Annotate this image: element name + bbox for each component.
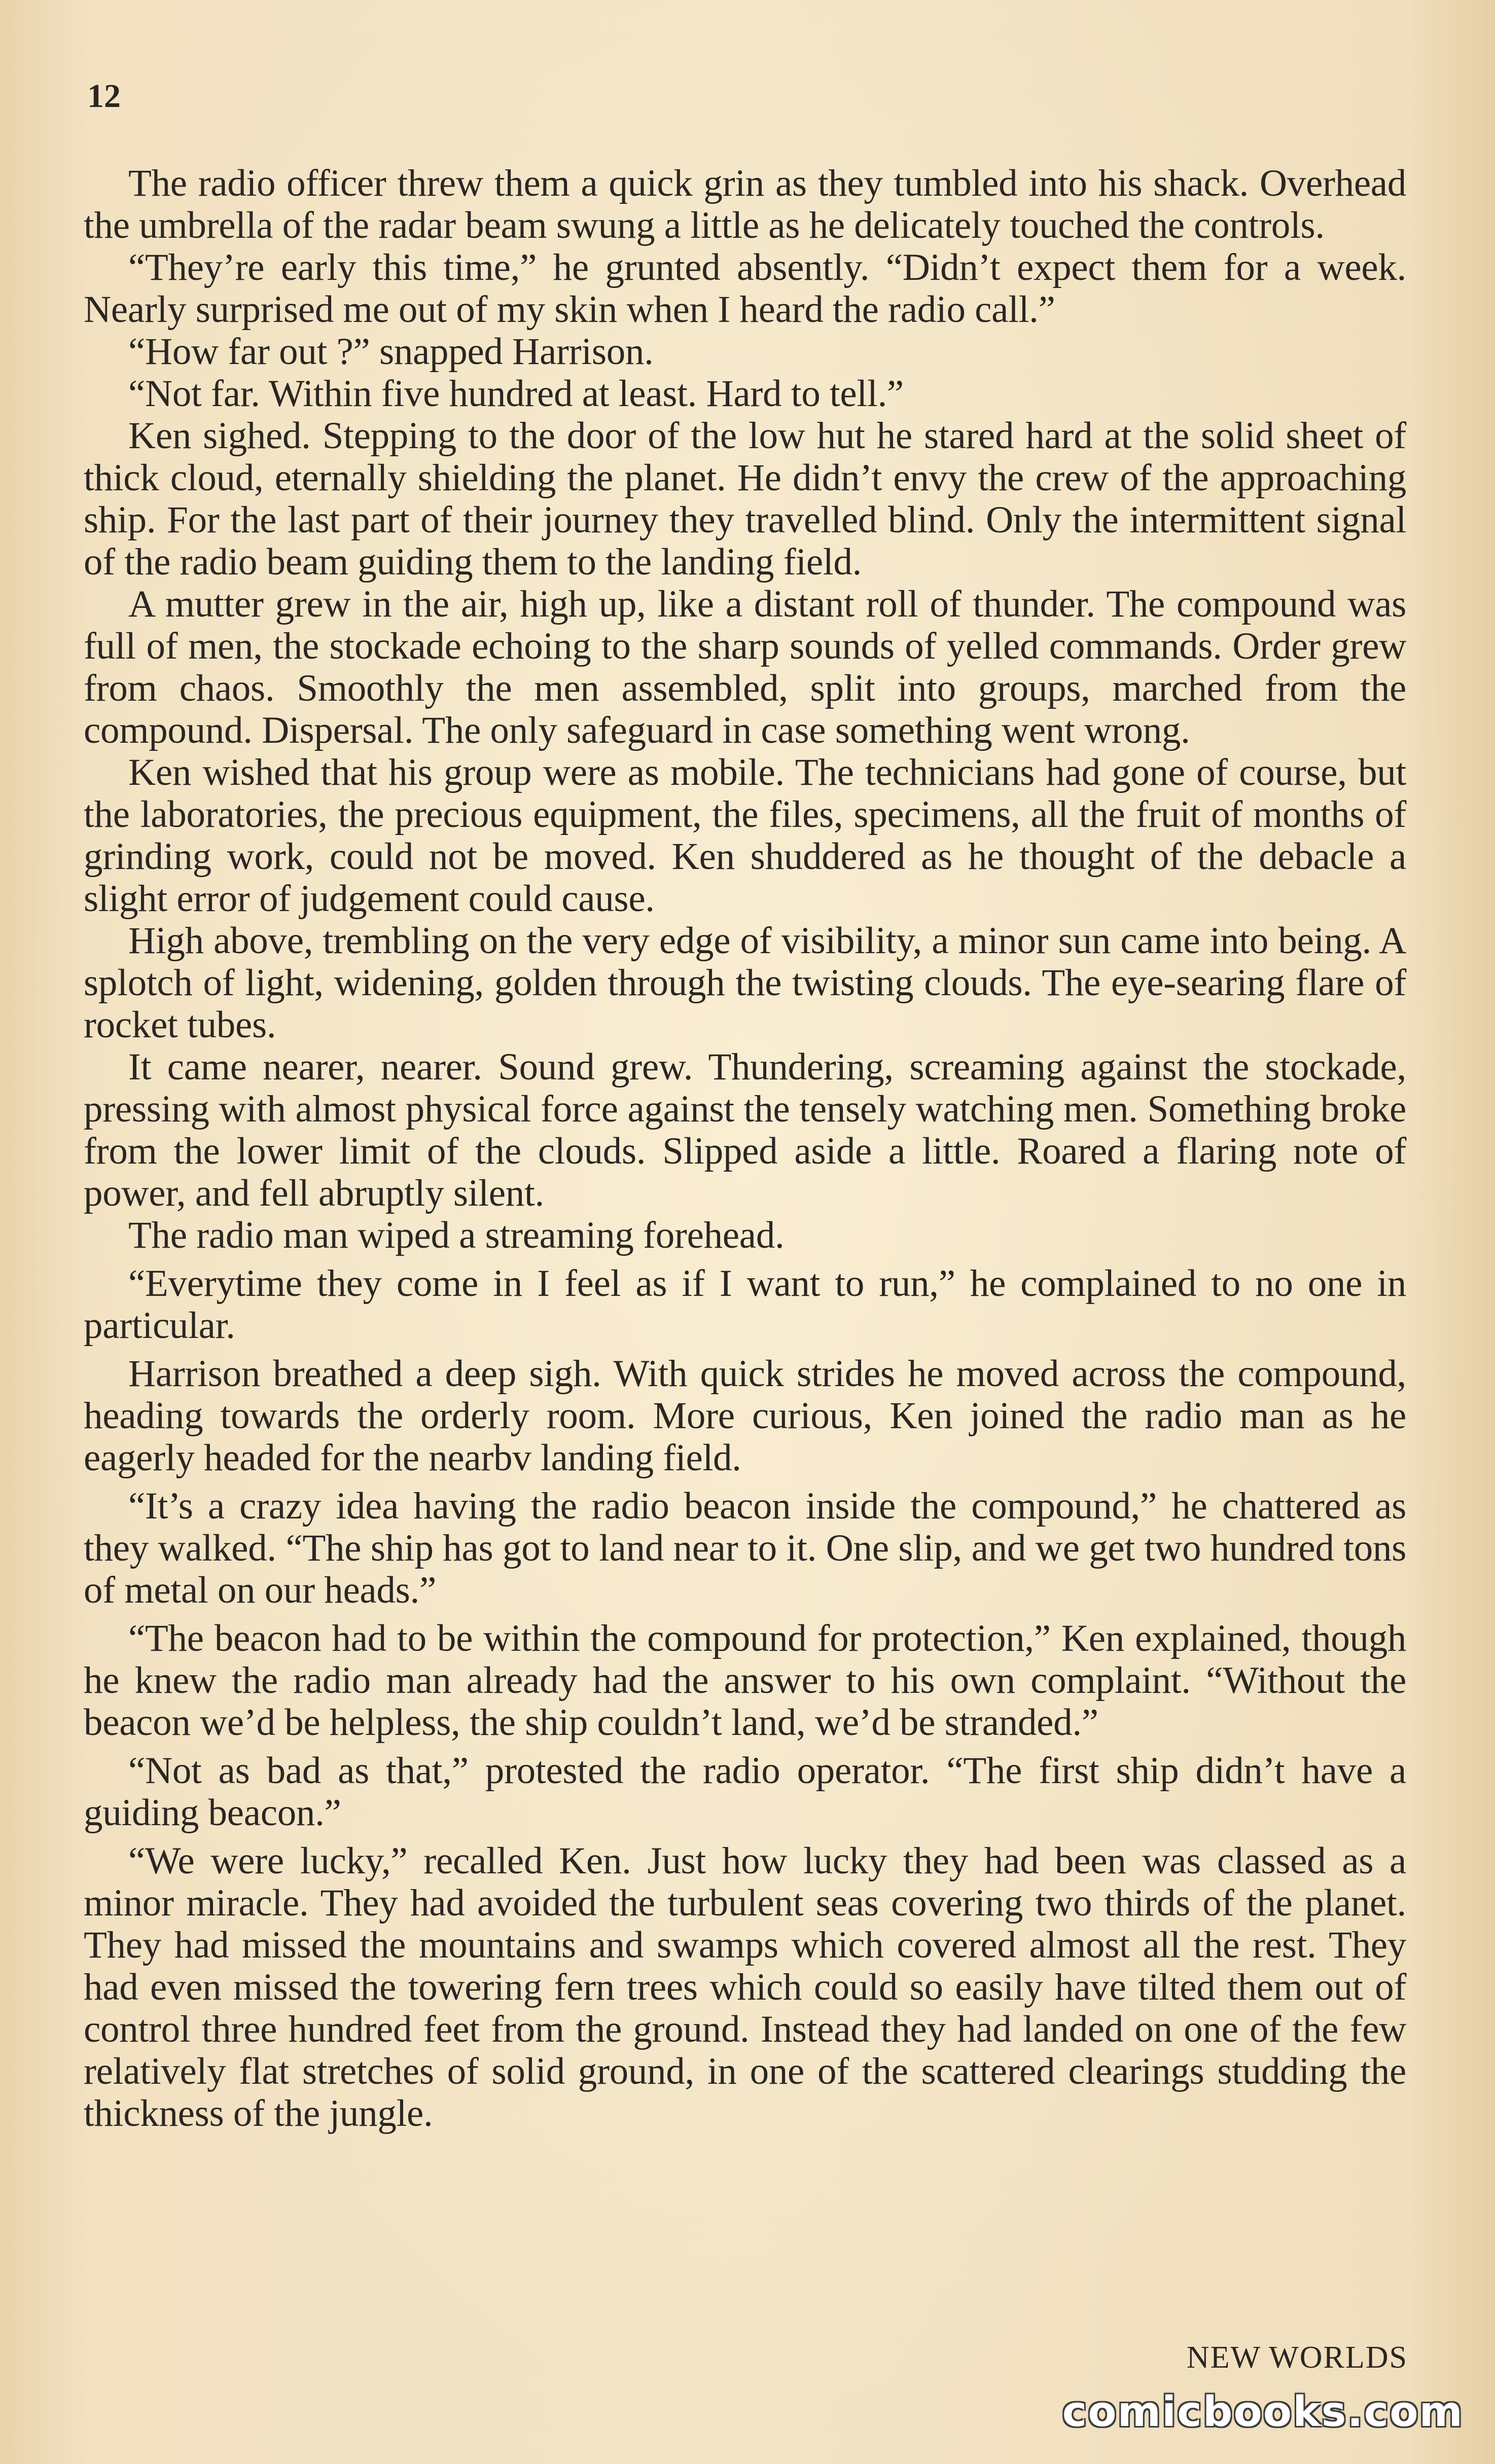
paragraph: High above, trembling on the very edge of visibility, a minor sun came into being. A splotch of light, widening, golden through the twisting clouds. The eye-searing flare of rocket tubes.	[84, 920, 1406, 1046]
paragraph: A mutter grew in the air, high up, like a distant roll of thunder. The compound was full of men, the stockade echoing to the sharp sounds of yelled commands. Order grew from chaos. Smoothly the men assembled, split into groups, marched from the compound. Dispersal. The only safeguard in case something went wrong.	[84, 583, 1406, 751]
paragraph: “We were lucky,” recalled Ken. Just how lucky they had been was classed as a minor miracle. They had avoided the turbulent seas covering two thirds of the planet. They had missed the mountains and swamps which covered almost all the rest. They had even missed the towering fern trees which could so easily have tilted them out of control three hundred feet from the ground. Instead they had landed on one of the few relatively flat stretches of solid ground, in one of the scattered clearings studding the thickness of the jungle.	[84, 1840, 1406, 2134]
magazine-title-footer: NEW WORLDS	[1186, 2340, 1408, 2375]
paragraph: “They’re early this time,” he grunted absently. “Didn’t expect them for a week. Nearly surprised me out of my skin when I heard the radio call.”	[84, 246, 1406, 331]
watermark: comicbooks.com	[1062, 2388, 1464, 2436]
paragraph: Ken sighed. Stepping to the door of the low hut he stared hard at the solid sheet of thick cloud, eternally shielding the planet. He didn’t envy the crew of the approaching ship. For the last part of their journey they travelled blind. Only the intermittent signal of the radio beam guiding them to the landing field.	[84, 415, 1406, 583]
paragraph: “How far out ?” snapped Harrison.	[128, 331, 654, 373]
paragraph: The radio officer threw them a quick grin as they tumbled into his shack. Overhead the umbrella of the radar beam swung a little as he delicately touched the controls.	[84, 162, 1406, 246]
paragraph: It came nearer, nearer. Sound grew. Thundering, screaming against the stockade, pressing with almost physical force against the tensely watching men. Something broke from the lower limit of the clouds. Slipped aside a little. Roared a flaring note of power, and fell abruptly silent.	[84, 1046, 1406, 1214]
paragraph: “Not far. Within five hundred at least. Hard to tell.”	[128, 373, 904, 415]
paragraph: “Not as bad as that,” protested the radio operator. “The first ship didn’t have a guiding beacon.”	[84, 1750, 1406, 1834]
paragraph: “It’s a crazy idea having the radio beacon inside the compound,” he chattered as they walked. “The ship has got to land near to it. One slip, and we get two hundred tons of metal on our heads.”	[84, 1485, 1406, 1611]
page-number: 12	[87, 78, 121, 115]
paragraph: Harrison breathed a deep sigh. With quick strides he moved across the compound, heading towards the orderly room. More curious, Ken joined the radio man as he eagerly headed for the nearbv landing field.	[84, 1353, 1406, 1479]
paragraph: Ken wished that his group were as mobile. The technicians had gone of course, but the laboratories, the precious equipment, the files, specimens, all the fruit of months of grinding work, could not be moved. Ken shuddered as he thought of the debacle a slight error of judgement could cause.	[84, 751, 1406, 920]
paragraph: “The beacon had to be within the compound for protection,” Ken explained, though he knew the radio man already had the answer to his own complaint. “Without the beacon we’d be helpless, the ship couldn’t land, we’d be stranded.”	[84, 1617, 1406, 1744]
paragraph: The radio man wiped a streaming forehead.	[128, 1214, 785, 1256]
paragraph: “Everytime they come in I feel as if I want to run,” he complained to no one in particular.	[84, 1262, 1406, 1347]
story-text	[84, 162, 1406, 2134]
